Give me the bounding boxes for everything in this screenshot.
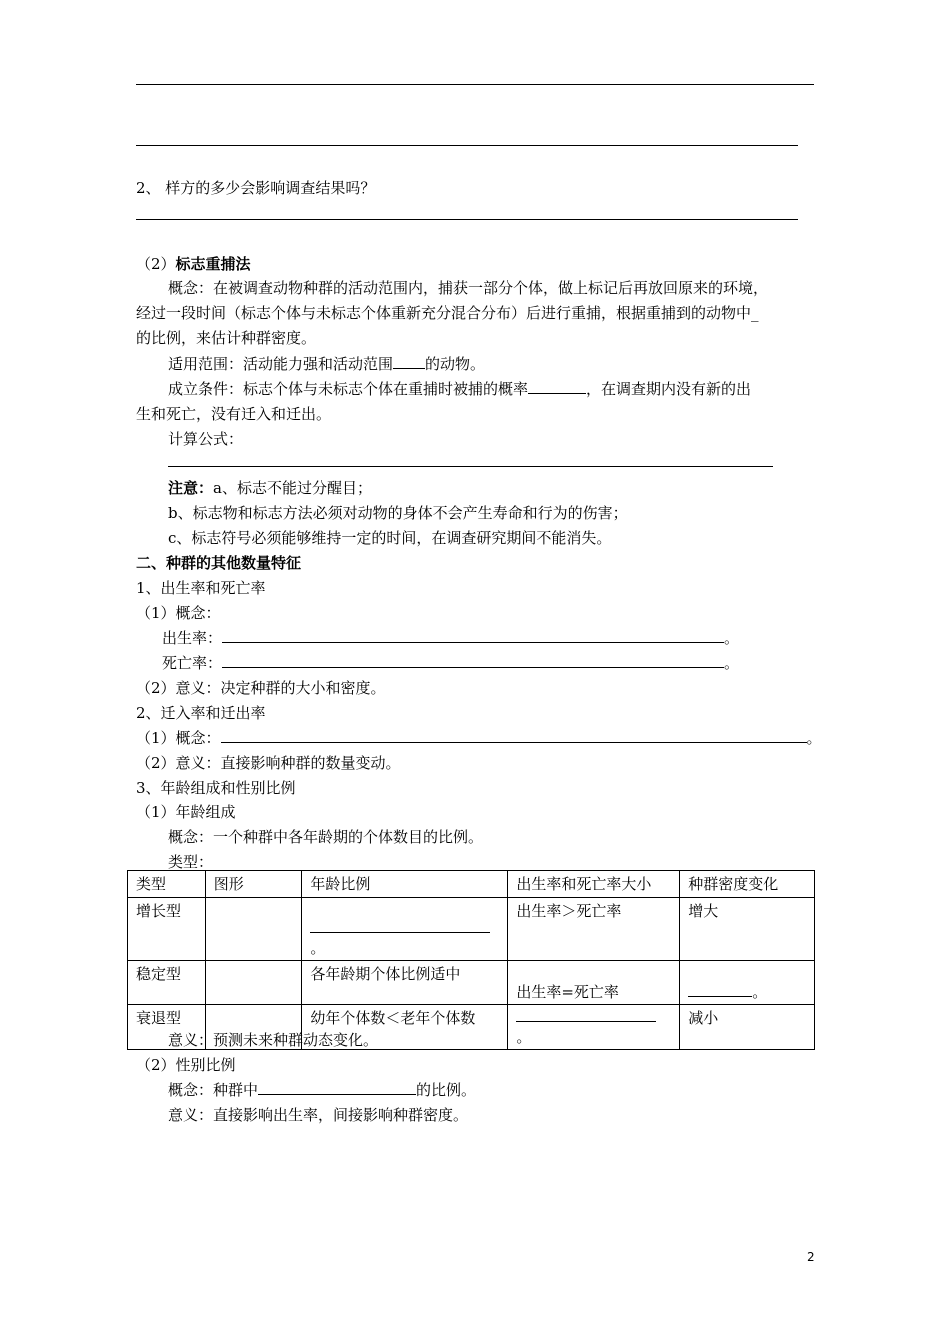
blank[interactable] (221, 728, 807, 743)
age-heading: （1）年龄组成 (136, 803, 236, 821)
figure-cell (205, 961, 302, 1005)
s3-title: 3、年龄组成和性别比例 (136, 779, 296, 797)
rates-cell: 出生率=死亡率 (508, 961, 680, 1005)
table-header: 图形 (205, 871, 302, 898)
table-row (128, 898, 815, 961)
type-cell: 增长型 (128, 898, 206, 961)
answer-line (136, 84, 814, 85)
birth-rate-line: 出生率： 。 (162, 629, 740, 647)
formula-label: 计算公式： (168, 430, 244, 448)
concept-line-3: 的比例，来估计种群密度。 (136, 329, 317, 347)
s2-title: 2、迁入率和迁出率 (136, 704, 266, 722)
scope-line: 适用范围：活动能力强和活动范围 的动物。 (168, 355, 486, 373)
s2-concept-line: （1）概念： 。 (136, 729, 822, 747)
sex-meaning: 意义：直接影响出生率，间接影响种群密度。 (168, 1106, 469, 1124)
table-header: 种群密度变化 (680, 871, 815, 898)
answer-line (136, 219, 798, 220)
rates-cell: 。 (508, 1005, 680, 1050)
s2-meaning: （2）意义：直接影响种群的数量变动。 (136, 754, 401, 772)
age-types-label: 类型： (168, 853, 214, 871)
section-2-title: 二、种群的其他数量特征 (136, 554, 302, 572)
age-types-table (127, 870, 815, 1050)
blank[interactable] (222, 653, 724, 668)
density-cell: 增大 (680, 898, 815, 961)
table-header: 类型 (128, 871, 206, 898)
ratio-cell: 。 (302, 898, 508, 961)
blank[interactable] (310, 918, 490, 933)
density-cell: 。 (680, 961, 815, 1005)
s1-title: 1、出生率和死亡率 (136, 579, 266, 597)
answer-line (136, 145, 798, 146)
type-cell: 稳定型 (128, 961, 206, 1005)
ratio-cell: 幼年个体数＜老年个体数 (302, 1005, 508, 1050)
s1-meaning: （2）意义：决定种群的大小和密度。 (136, 679, 386, 697)
ratio-cell: 各年龄期个体比例适中 (302, 961, 508, 1005)
mark-recapture-heading: （2）标志重捕法 (136, 255, 251, 273)
blank[interactable] (258, 1080, 416, 1095)
question-2: 2、 样方的多少会影响调查结果吗？ (136, 179, 376, 197)
blank[interactable] (393, 354, 425, 369)
s1-concept: （1）概念： (136, 604, 221, 622)
blank[interactable] (688, 982, 752, 997)
death-rate-line: 死亡率： 。 (162, 654, 740, 672)
table-row (128, 961, 815, 1005)
blank[interactable] (528, 379, 586, 394)
condition-line-2: 生和死亡，没有迁入和迁出。 (136, 405, 332, 423)
age-meaning: 意义：预测未来种群动态变化。 (168, 1031, 379, 1049)
blank[interactable] (516, 1007, 656, 1022)
sex-concept-line: 概念：种群中 的比例。 (168, 1081, 477, 1099)
table-header: 年龄比例 (302, 871, 508, 898)
concept-line-1: 概念：在被调查动物种群的活动范围内，捕获一部分个体，做上标记后再放回原来的环境， (168, 279, 769, 297)
type-cell: 衰退型 (128, 1005, 206, 1050)
note-b: b、标志物和标志方法必须对动物的身体不会产生寿命和行为的伤害； (168, 504, 628, 522)
note-a: 注意：a、标志不能过分醒目； (168, 479, 372, 497)
blank[interactable] (222, 628, 724, 643)
table-header: 出生率和死亡率大小 (508, 871, 680, 898)
figure-cell (205, 898, 302, 961)
concept-line-2: 经过一段时间（标志个体与未标志个体重新充分混合分布）后进行重捕，根据重捕到的动物中_ (136, 304, 759, 322)
age-concept: 概念：一个种群中各年龄期的个体数目的比例。 (168, 828, 484, 846)
page-number: 2 (807, 1250, 815, 1264)
note-c: c、标志符号必须能够维持一定的时间，在调查研究期间不能消失。 (168, 529, 612, 547)
rates-cell: 出生率＞死亡率 (508, 898, 680, 961)
formula-line (168, 466, 773, 467)
density-cell: 减小 (680, 1005, 815, 1050)
condition-line: 成立条件：标志个体与未标志个体在重捕时被捕的概率 ，在调查期内没有新的出 (168, 380, 752, 398)
table-header-row (128, 871, 815, 898)
sex-heading: （2）性别比例 (136, 1056, 236, 1074)
